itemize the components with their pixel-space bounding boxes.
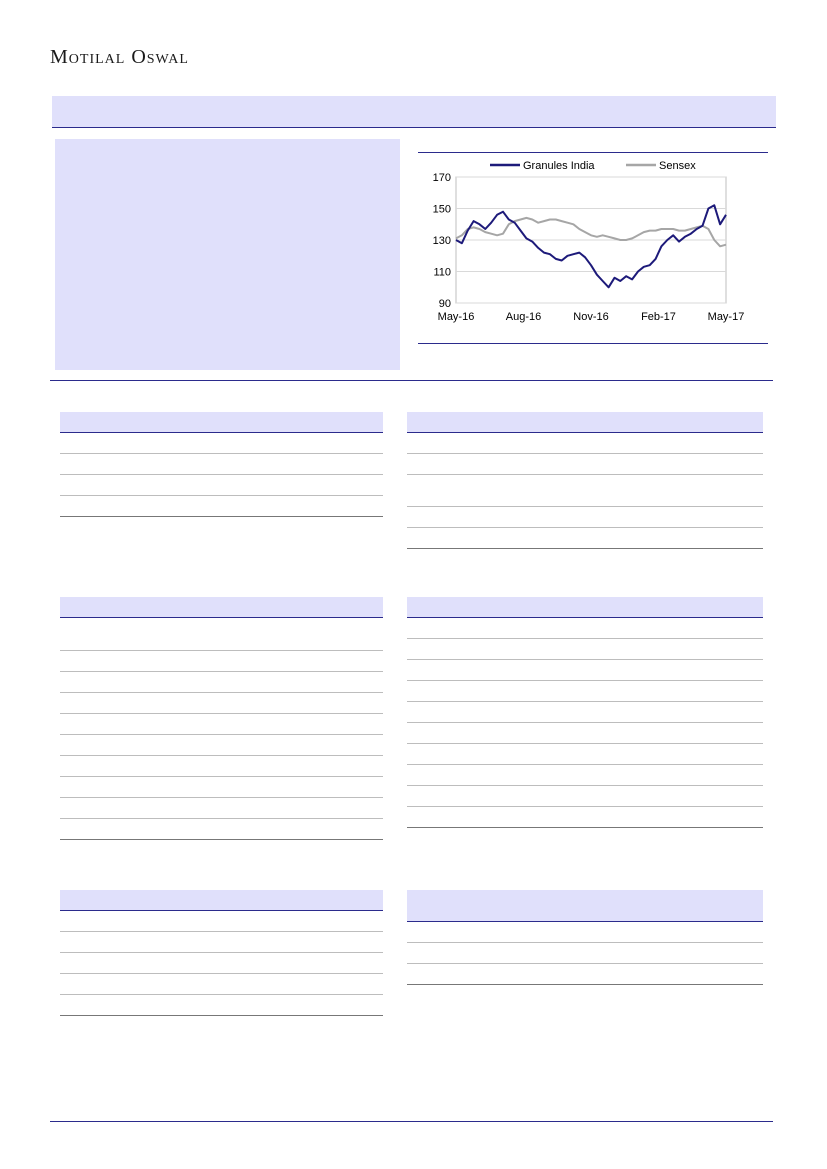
series-line-granules-india (456, 205, 726, 287)
table-row (60, 995, 383, 1016)
table-row (407, 681, 763, 702)
table-row (407, 744, 763, 765)
section-divider (50, 380, 773, 381)
x-tick-label: Feb-17 (641, 311, 676, 323)
summary-panel (55, 139, 400, 370)
x-tick-label: May-16 (437, 311, 475, 323)
chart-svg (418, 153, 768, 343)
table-header (60, 597, 383, 618)
table-header (60, 412, 383, 433)
table-row (60, 777, 383, 798)
table-block-1 (60, 412, 383, 517)
table-row (60, 618, 383, 651)
table-row (407, 507, 763, 528)
table-row (60, 714, 383, 735)
chart-legend (490, 160, 696, 172)
x-tick-label: Aug-16 (505, 311, 542, 323)
table-row (407, 807, 763, 828)
table-row (407, 454, 763, 475)
brand-logo: Motilal Oswal (50, 46, 189, 68)
y-axis-ticks (433, 172, 451, 310)
table-header (60, 890, 383, 911)
table-header (407, 890, 763, 922)
y-tick-label: 170 (432, 172, 451, 184)
table-row (407, 922, 763, 943)
x-tick-label: May-17 (707, 311, 745, 323)
footer-divider (50, 1121, 773, 1122)
table-row (407, 433, 763, 454)
table-row (407, 660, 763, 681)
table-row (60, 798, 383, 819)
table-row (60, 496, 383, 517)
stock-performance-chart (418, 152, 768, 344)
table-header (407, 412, 763, 433)
table-row (407, 765, 763, 786)
table-row (60, 953, 383, 974)
table-block-5 (407, 597, 763, 828)
table-row (60, 454, 383, 475)
y-tick-label: 130 (432, 235, 451, 247)
table-row (407, 723, 763, 744)
table-row (407, 618, 763, 639)
y-tick-label: 110 (433, 266, 451, 279)
x-axis-ticks (438, 311, 745, 323)
table-block-6 (407, 890, 763, 985)
table-row (60, 819, 383, 840)
table-block-2 (60, 597, 383, 840)
table-row (407, 528, 763, 549)
table-row (407, 639, 763, 660)
table-row (60, 693, 383, 714)
legend-label: Granules India (523, 160, 595, 172)
table-block-4 (407, 412, 763, 549)
table-row (60, 651, 383, 672)
y-tick-label: 150 (432, 203, 451, 216)
table-row (60, 911, 383, 932)
y-tick-label: 90 (438, 298, 451, 310)
table-row (407, 702, 763, 723)
chart-grid (456, 177, 726, 303)
chart-series (456, 205, 726, 287)
table-row (60, 735, 383, 756)
table-row (407, 475, 763, 507)
table-header (407, 597, 763, 618)
table-row (60, 475, 383, 496)
table-row (60, 433, 383, 454)
table-row (407, 964, 763, 985)
table-row (60, 672, 383, 693)
series-line-sensex (456, 218, 726, 246)
x-tick-label: Nov-16 (573, 311, 609, 323)
table-row (60, 756, 383, 777)
title-band (52, 96, 776, 128)
table-row (407, 943, 763, 964)
legend-label: Sensex (659, 160, 696, 172)
table-row (60, 974, 383, 995)
table-row (407, 786, 763, 807)
table-row (60, 932, 383, 953)
table-block-3 (60, 890, 383, 1016)
